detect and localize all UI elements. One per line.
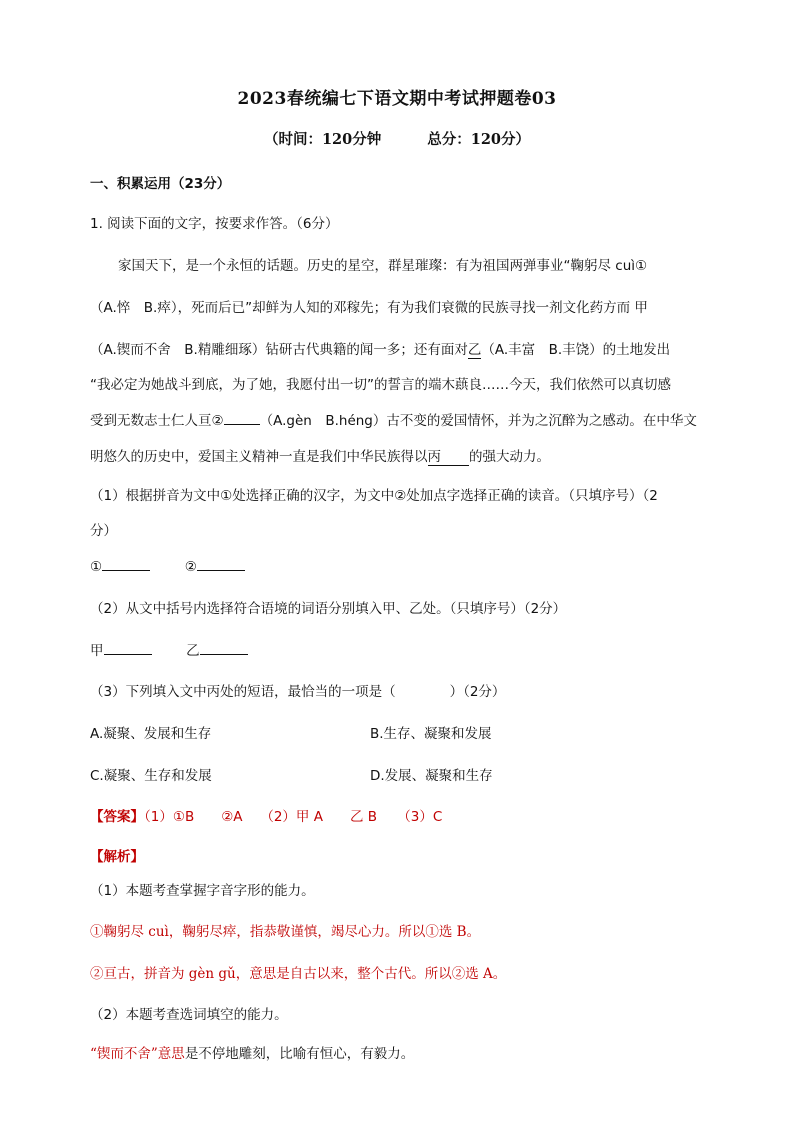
passage-line-3-a: （A.锲而不舍 B.精雕细琢）钻研古代典籍的闻一多；还有面对	[90, 342, 468, 358]
answer-blanks-1	[90, 556, 245, 575]
answer-label: 【答案】	[90, 809, 144, 825]
analysis-line-4: （2）本题考查选词填空的能力。	[90, 1007, 288, 1023]
marker-bing: 丙	[428, 449, 470, 466]
blank-2-inline[interactable]	[224, 410, 260, 425]
option-d[interactable]: D.发展、凝聚和生存	[370, 768, 493, 784]
exam-title: 2023春统编七下语文期中考试押题卷03	[237, 89, 557, 109]
answer-blanks-2	[90, 639, 248, 659]
blank-1-label: ①	[90, 559, 103, 575]
passage-line-1: 家国天下，是一个永恒的话题。历史的星空，群星璀璨：有为祖国两弹事业“鞠躬尽 cuì①	[118, 258, 648, 274]
exam-subtitle	[0, 128, 794, 149]
subquestion-1: （1）根据拼音为文中①处选择正确的汉字，为文中②处加点字选择正确的读音。（只填序号）（2	[90, 488, 658, 504]
passage-line-6	[90, 445, 550, 465]
analysis-line-5-rest: 是不停地雕刻，比喻有恒心，有毅力。	[184, 1046, 415, 1062]
passage-line-2: （A.悴 B.瘁），死而后已”却鲜为人知的邓稼先；有为我们衰微的民族寻找一剂文化药方而 甲	[90, 300, 648, 316]
passage-line-6-a: 明悠久的历史中，爱国主义精神一直是我们中华民族得以	[90, 449, 428, 465]
blank-2-input[interactable]	[197, 556, 245, 571]
question-stem: 1. 阅读下面的文字，按要求作答。（6分）	[90, 216, 339, 232]
marker-yi: 乙	[467, 342, 482, 358]
passage-line-5-b: （A.gèn B.héng）古不变的爱国情怀，并为之沉醉为之感动。在中华文	[259, 413, 697, 429]
blank-jia-label: 甲	[90, 643, 104, 659]
blank-1-input[interactable]	[102, 556, 150, 571]
passage-line-5-a: 受到无数志士仁人亘②	[90, 413, 224, 429]
analysis-line-5-quote: “锲而不舍”意思	[90, 1046, 185, 1062]
time-limit: （时间：120分钟	[263, 131, 382, 148]
subquestion-1-cont: 分）	[90, 523, 117, 539]
passage-line-6-c: 的强大动力。	[469, 449, 550, 465]
answer-row	[90, 805, 442, 825]
total-score: 总分：120分）	[427, 131, 531, 148]
passage-line-3	[90, 338, 670, 358]
option-b[interactable]: B.生存、凝聚和发展	[370, 726, 492, 742]
blank-yi-label: 乙	[186, 643, 200, 659]
section-heading: 一、积累运用（23分）	[90, 176, 231, 192]
answer-text: （1）①B ②A （2）甲 A 乙 B （3）C	[144, 809, 443, 825]
subquestion-3: （3）下列填入文中丙处的短语，最恰当的一项是（ ）（2分）	[90, 684, 506, 700]
passage-line-5	[90, 409, 697, 429]
blank-2-label: ②	[184, 559, 197, 575]
analysis-line-2: ①鞠躬尽 cuì，鞠躬尽瘁，指恭敬谨慎，竭尽心力。所以①选 B。	[90, 924, 481, 940]
analysis-line-1: （1）本题考查掌握字音字形的能力。	[90, 883, 315, 899]
analysis-line-5	[90, 1042, 414, 1062]
option-c[interactable]: C.凝聚、生存和发展	[90, 768, 212, 784]
analysis-label: 【解析】	[90, 849, 144, 865]
blank-jia-input[interactable]	[104, 640, 152, 655]
analysis-line-3: ②亘古，拼音为 gèn gǔ，意思是自古以来，整个古代。所以②选 A。	[90, 966, 507, 982]
subquestion-2: （2）从文中括号内选择符合语境的词语分别填入甲、乙处。（只填序号）（2分）	[90, 601, 567, 617]
option-a[interactable]: A.凝聚、发展和生存	[90, 726, 212, 742]
passage-line-4: “我必定为她战斗到底，为了她，我愿付出一切”的誓言的端木蕻良……今天，我们依然可以真切感	[90, 377, 671, 393]
blank-yi-input[interactable]	[200, 640, 248, 655]
passage-line-3-c: （A.丰富 B.丰饶）的土地发出	[481, 342, 671, 358]
